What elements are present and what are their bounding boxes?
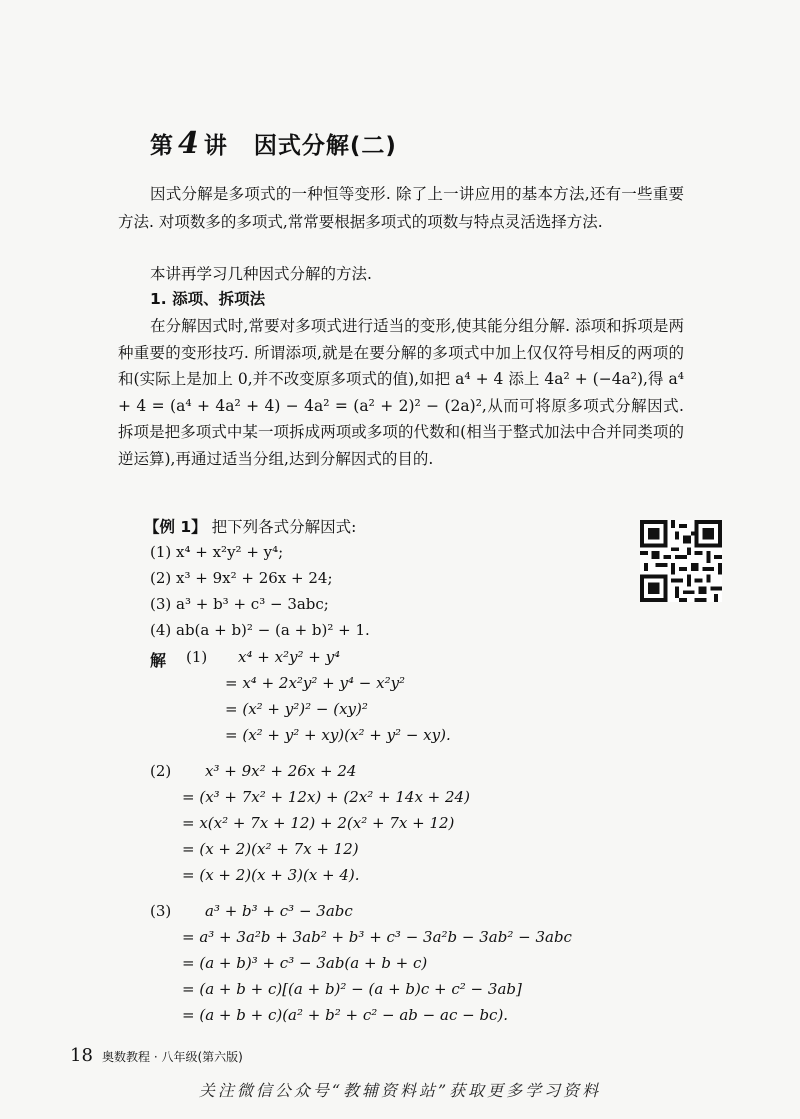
solution-line: = (x + 2)(x + 3)(x + 4). xyxy=(182,866,360,884)
solution-line: = (a + b + c)(a² + b² + c² − ab − ac − bc). xyxy=(182,1006,509,1024)
lesson-title: 第 4 讲 因式分解(二) xyxy=(150,126,397,161)
intro-paragraph: 因式分解是多项式的一种恒等变形. 除了上一讲应用的基本方法,还有一些重要方法. 对项数多的多项式,常常要根据多项式的项数与特点灵活选择方法. xyxy=(118,185,684,231)
solution-line: = a³ + 3a²b + 3ab² + b³ + c³ − 3a²b − 3ab² − 3abc xyxy=(182,928,572,946)
solution-line: = (a + b + c)[(a + b)² − (a + b)c + c² − 3ab] xyxy=(182,980,522,998)
solution-line: = x(x² + 7x + 12) + 2(x² + 7x + 12) xyxy=(182,814,455,832)
page-footer xyxy=(70,1045,243,1066)
problem-2: (2) x³ + 9x² + 26x + 24; xyxy=(150,569,333,587)
solution-line: a³ + b³ + c³ − 3abc xyxy=(205,902,353,920)
qr-code-icon[interactable] xyxy=(640,520,722,602)
solution-line: = (x³ + 7x² + 12x) + (2x² + 14x + 24) xyxy=(182,788,470,806)
solution-line: x⁴ + x²y² + y⁴ xyxy=(238,648,341,666)
example-tag: 【例 1】 xyxy=(144,518,207,536)
solution-line: = (x² + y² + xy)(x² + y² − xy). xyxy=(225,726,451,744)
intro-paragraph-2: 本讲再学习几种因式分解的方法. xyxy=(150,265,372,283)
solution-line: = x⁴ + 2x²y² + y⁴ − x²y² xyxy=(225,674,406,692)
section-heading: 1. 添项、拆项法 xyxy=(150,290,266,308)
solution-line: = (x + 2)(x² + 7x + 12) xyxy=(182,840,359,858)
problem-4: (4) ab(a + b)² − (a + b)² + 1. xyxy=(150,621,370,639)
section-body: 在分解因式时,常要对多项式进行适当的变形,使其能分组分解. 添项和拆项是两种重要的变形技巧. 所谓添项,就是在要分解的多项式中加上仅仅符号相反的两项的和(实际上是加上 0,并不改变原多项式的值),如把 a⁴ + 4 添上 4a² + (−4a²),得 a⁴ + 4 = (a⁴ + 4a² + 4) − 4a² = (a² + 2)² − (2a)²,从而可将原多项式分解因式. 拆项是把多项式中某一项拆成两项或多项的代数和(相当于整式加法中合并同类项的逆运算),再通过适当分组,达到分解因式的目的. xyxy=(118,317,684,468)
lesson-topic: 因式分解(二) xyxy=(253,133,397,159)
page-number: 18 xyxy=(70,1045,93,1066)
solution-label: 解 xyxy=(150,651,167,670)
problem-1: (1) x⁴ + x²y² + y⁴; xyxy=(150,543,284,561)
example-heading xyxy=(144,515,356,537)
solution-line: = (a + b)³ + c³ − 3ab(a + b + c) xyxy=(182,954,428,972)
solution-part-number: (3) xyxy=(150,902,172,920)
lesson-number: 4 xyxy=(178,126,200,161)
book-title: 奥数教程 · 八年级(第六版) xyxy=(102,1050,243,1064)
problem-3: (3) a³ + b³ + c³ − 3abc; xyxy=(150,595,329,613)
handwritten-note: 关注微信公众号“教辅资料站”获取更多学习资料 xyxy=(198,1081,602,1100)
solution-line: x³ + 9x² + 26x + 24 xyxy=(205,762,357,780)
solution-part-number: (2) xyxy=(150,762,172,780)
example-prompt: 把下列各式分解因式: xyxy=(211,518,357,536)
solution-line: = (x² + y²)² − (xy)² xyxy=(225,700,368,718)
solution-part-number: (1) xyxy=(186,648,208,666)
